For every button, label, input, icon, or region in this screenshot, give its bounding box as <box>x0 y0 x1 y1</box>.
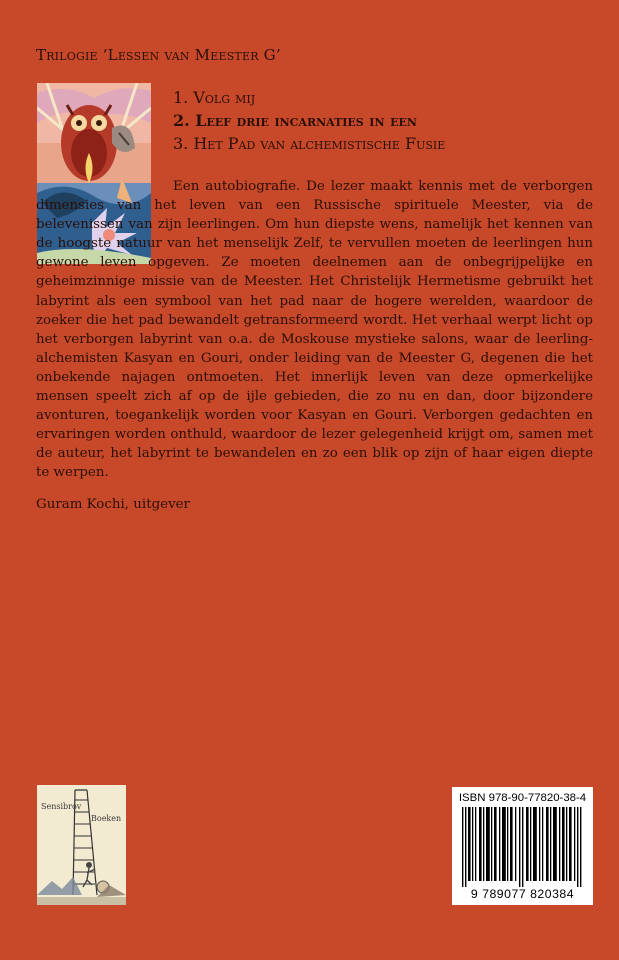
isbn-label: ISBN 978-90-77820-38-4 <box>458 792 587 804</box>
blurb-paragraph: Een autobiografie. De lezer maakt kennis met de verborgen dimensies van het leven van een Russische spirituele Meester, via de belevenissen van zijn leerlingen. Om hun diepste wens, namelijk het kennen van de hoogste natuur van het menselijk Zelf, te vervullen moeten de leerlingen hun gewone leven opgeven. Ze moeten deelnemen aan de onbegrijpelijke en geheimzinnige missie van de Meester. Het Christelijk Hermetisme gebruikt het labyrint als een symbool van het pad naar de hogere werelden, waardoor de zoeker die het pad bewandelt getransformeerd wordt. Het verhaal werpt licht op het verborgen labyrint van o.a. de Moskouse mystieke salons, waar de leerling-alchemisten Kasyan en Gouri, onder leiding van de Meester G, degenen die het onbekende najagen ontmoeten. Het innerlijk leven van deze opmerkelijke mensen speelt zich af op de ijle gebieden, die zo nu en dan, door bijzondere avonturen, toegankelijk worden voor Kasyan en Gouri. Verborgen gedachten en ervaringen worden onthuld, waardoor de lezer gelegenheid krijgt om, samen met de auteur, het labyrint te bewandelen en zo een blik op zijn of haar eigen diepte te werpen. <box>36 179 593 481</box>
trilogy-titles <box>173 86 445 155</box>
title-volume-2: 2. Leef drie incarnaties in een <box>173 111 417 130</box>
series-title: Trilogie ‘Lessen van Meester G’ <box>36 46 281 64</box>
title-volume-1: 1. Volg mij <box>173 88 256 107</box>
title-volume-3: 3. Het Pad van alchemistische Fusie <box>173 134 446 153</box>
logo-text-line2: Boeken <box>91 814 122 823</box>
barcode-digits: 9 789077 820384 <box>470 887 575 901</box>
logo-text-line1: Sensibrov <box>41 802 82 811</box>
isbn-barcode <box>452 787 593 905</box>
barcode-icon <box>456 807 589 887</box>
publisher-signature: Guram Kochi, uitgever <box>36 497 190 512</box>
publisher-logo <box>37 785 126 905</box>
blurb-text <box>36 177 593 483</box>
